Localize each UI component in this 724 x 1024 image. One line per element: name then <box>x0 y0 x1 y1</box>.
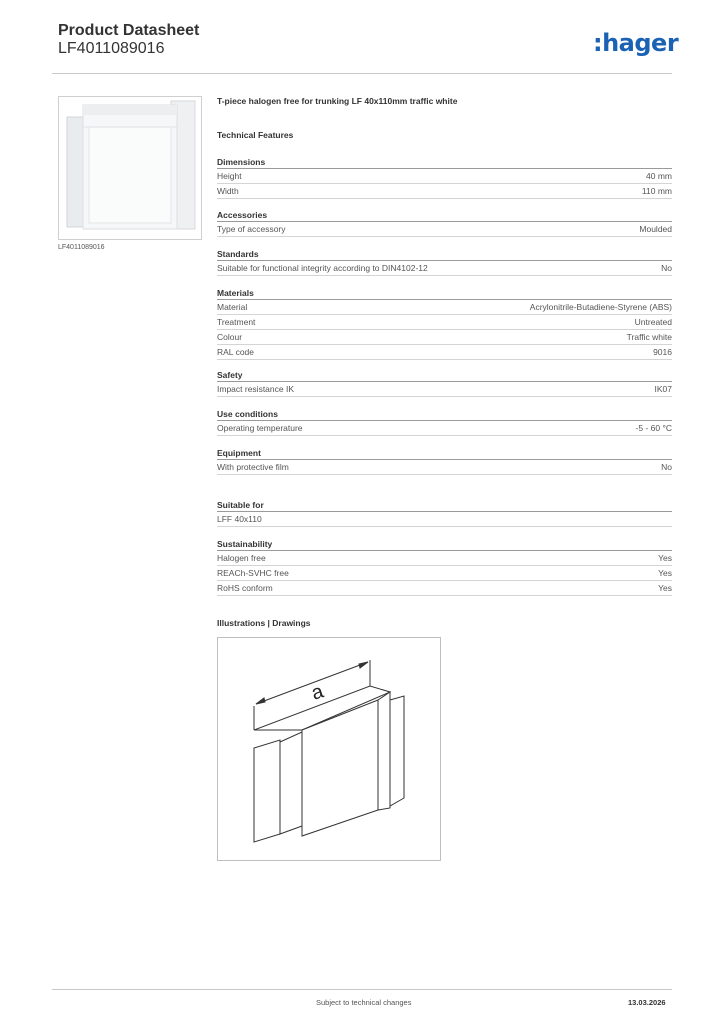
t-piece-drawing <box>218 638 440 860</box>
spec-label: Halogen free <box>217 553 266 563</box>
spec-row <box>217 421 672 436</box>
document-title: Product Datasheet <box>58 22 200 39</box>
product-photo-image <box>59 97 201 239</box>
hager-logo: :hager <box>593 29 679 57</box>
footer-date: 13.03.2026 <box>628 998 666 1007</box>
spec-label: Type of accessory <box>217 224 286 234</box>
section-safety <box>217 369 672 397</box>
spec-label: Width <box>217 186 239 196</box>
spec-label: RoHS conform <box>217 583 273 593</box>
section-sustainability <box>217 538 672 596</box>
spec-label: Operating temperature <box>217 423 303 433</box>
dimension-label: a <box>308 680 327 705</box>
illustrations-heading: Illustrations | Drawings <box>217 618 311 628</box>
spec-label: Suitable for functional integrity according to DIN4102-12 <box>217 263 428 273</box>
spec-value: No <box>661 462 672 472</box>
footer-note: Subject to technical changes <box>316 998 412 1007</box>
spec-row <box>217 382 672 397</box>
spec-value: Traffic white <box>626 332 672 342</box>
section-heading: Use conditions <box>217 408 672 421</box>
footer-divider <box>52 989 672 990</box>
section-accessories <box>217 209 672 237</box>
spec-row <box>217 169 672 184</box>
section-dimensions <box>217 156 672 199</box>
spec-value: Untreated <box>634 317 672 327</box>
spec-label: Impact resistance IK <box>217 384 295 394</box>
section-use-conditions <box>217 408 672 436</box>
spec-label: With protective film <box>217 462 289 472</box>
product-code: LF4011089016 <box>58 40 165 57</box>
spec-row <box>217 222 672 237</box>
spec-label: REACh-SVHC free <box>217 568 289 578</box>
section-heading: Safety <box>217 369 672 382</box>
spec-value: -5 - 60 °C <box>635 423 672 433</box>
product-title: T-piece halogen free for trunking LF 40x110mm traffic white <box>217 96 458 106</box>
spec-label: RAL code <box>217 347 255 357</box>
spec-value: Moulded <box>639 224 672 234</box>
spec-value: 110 mm <box>641 186 672 196</box>
section-heading: Standards <box>217 248 672 261</box>
spec-row <box>217 512 672 527</box>
spec-row <box>217 330 672 345</box>
section-heading: Sustainability <box>217 538 672 551</box>
spec-value: Yes <box>658 568 672 578</box>
section-suitable-for <box>217 499 672 527</box>
spec-row <box>217 566 672 581</box>
spec-label: Material <box>217 302 248 312</box>
section-heading: Dimensions <box>217 156 672 169</box>
spec-label: Colour <box>217 332 243 342</box>
technical-drawing <box>217 637 441 861</box>
spec-row <box>217 460 672 475</box>
spec-row <box>217 551 672 566</box>
spec-value: Yes <box>658 553 672 563</box>
section-heading: Accessories <box>217 209 672 222</box>
spec-row <box>217 184 672 199</box>
spec-label: Height <box>217 171 242 181</box>
spec-label: LFF 40x110 <box>217 514 262 524</box>
technical-features-heading: Technical Features <box>217 130 294 140</box>
spec-row <box>217 345 672 360</box>
section-heading: Suitable for <box>217 499 672 512</box>
spec-row <box>217 581 672 596</box>
section-materials <box>217 287 672 360</box>
spec-value: Yes <box>658 583 672 593</box>
spec-label: Treatment <box>217 317 256 327</box>
photo-caption: LF4011089016 <box>58 244 105 251</box>
spec-value: 40 mm <box>646 171 672 181</box>
spec-value: 9016 <box>653 347 672 357</box>
spec-value: Acrylonitrile-Butadiene-Styrene (ABS) <box>529 302 672 312</box>
spec-value: IK07 <box>654 384 672 394</box>
spec-row <box>217 261 672 276</box>
section-heading: Materials <box>217 287 672 300</box>
spec-row <box>217 315 672 330</box>
section-standards <box>217 248 672 276</box>
product-photo <box>58 96 202 240</box>
section-heading: Equipment <box>217 447 672 460</box>
spec-value: No <box>661 263 672 273</box>
header-divider <box>52 73 672 74</box>
section-equipment <box>217 447 672 475</box>
spec-row <box>217 300 672 315</box>
